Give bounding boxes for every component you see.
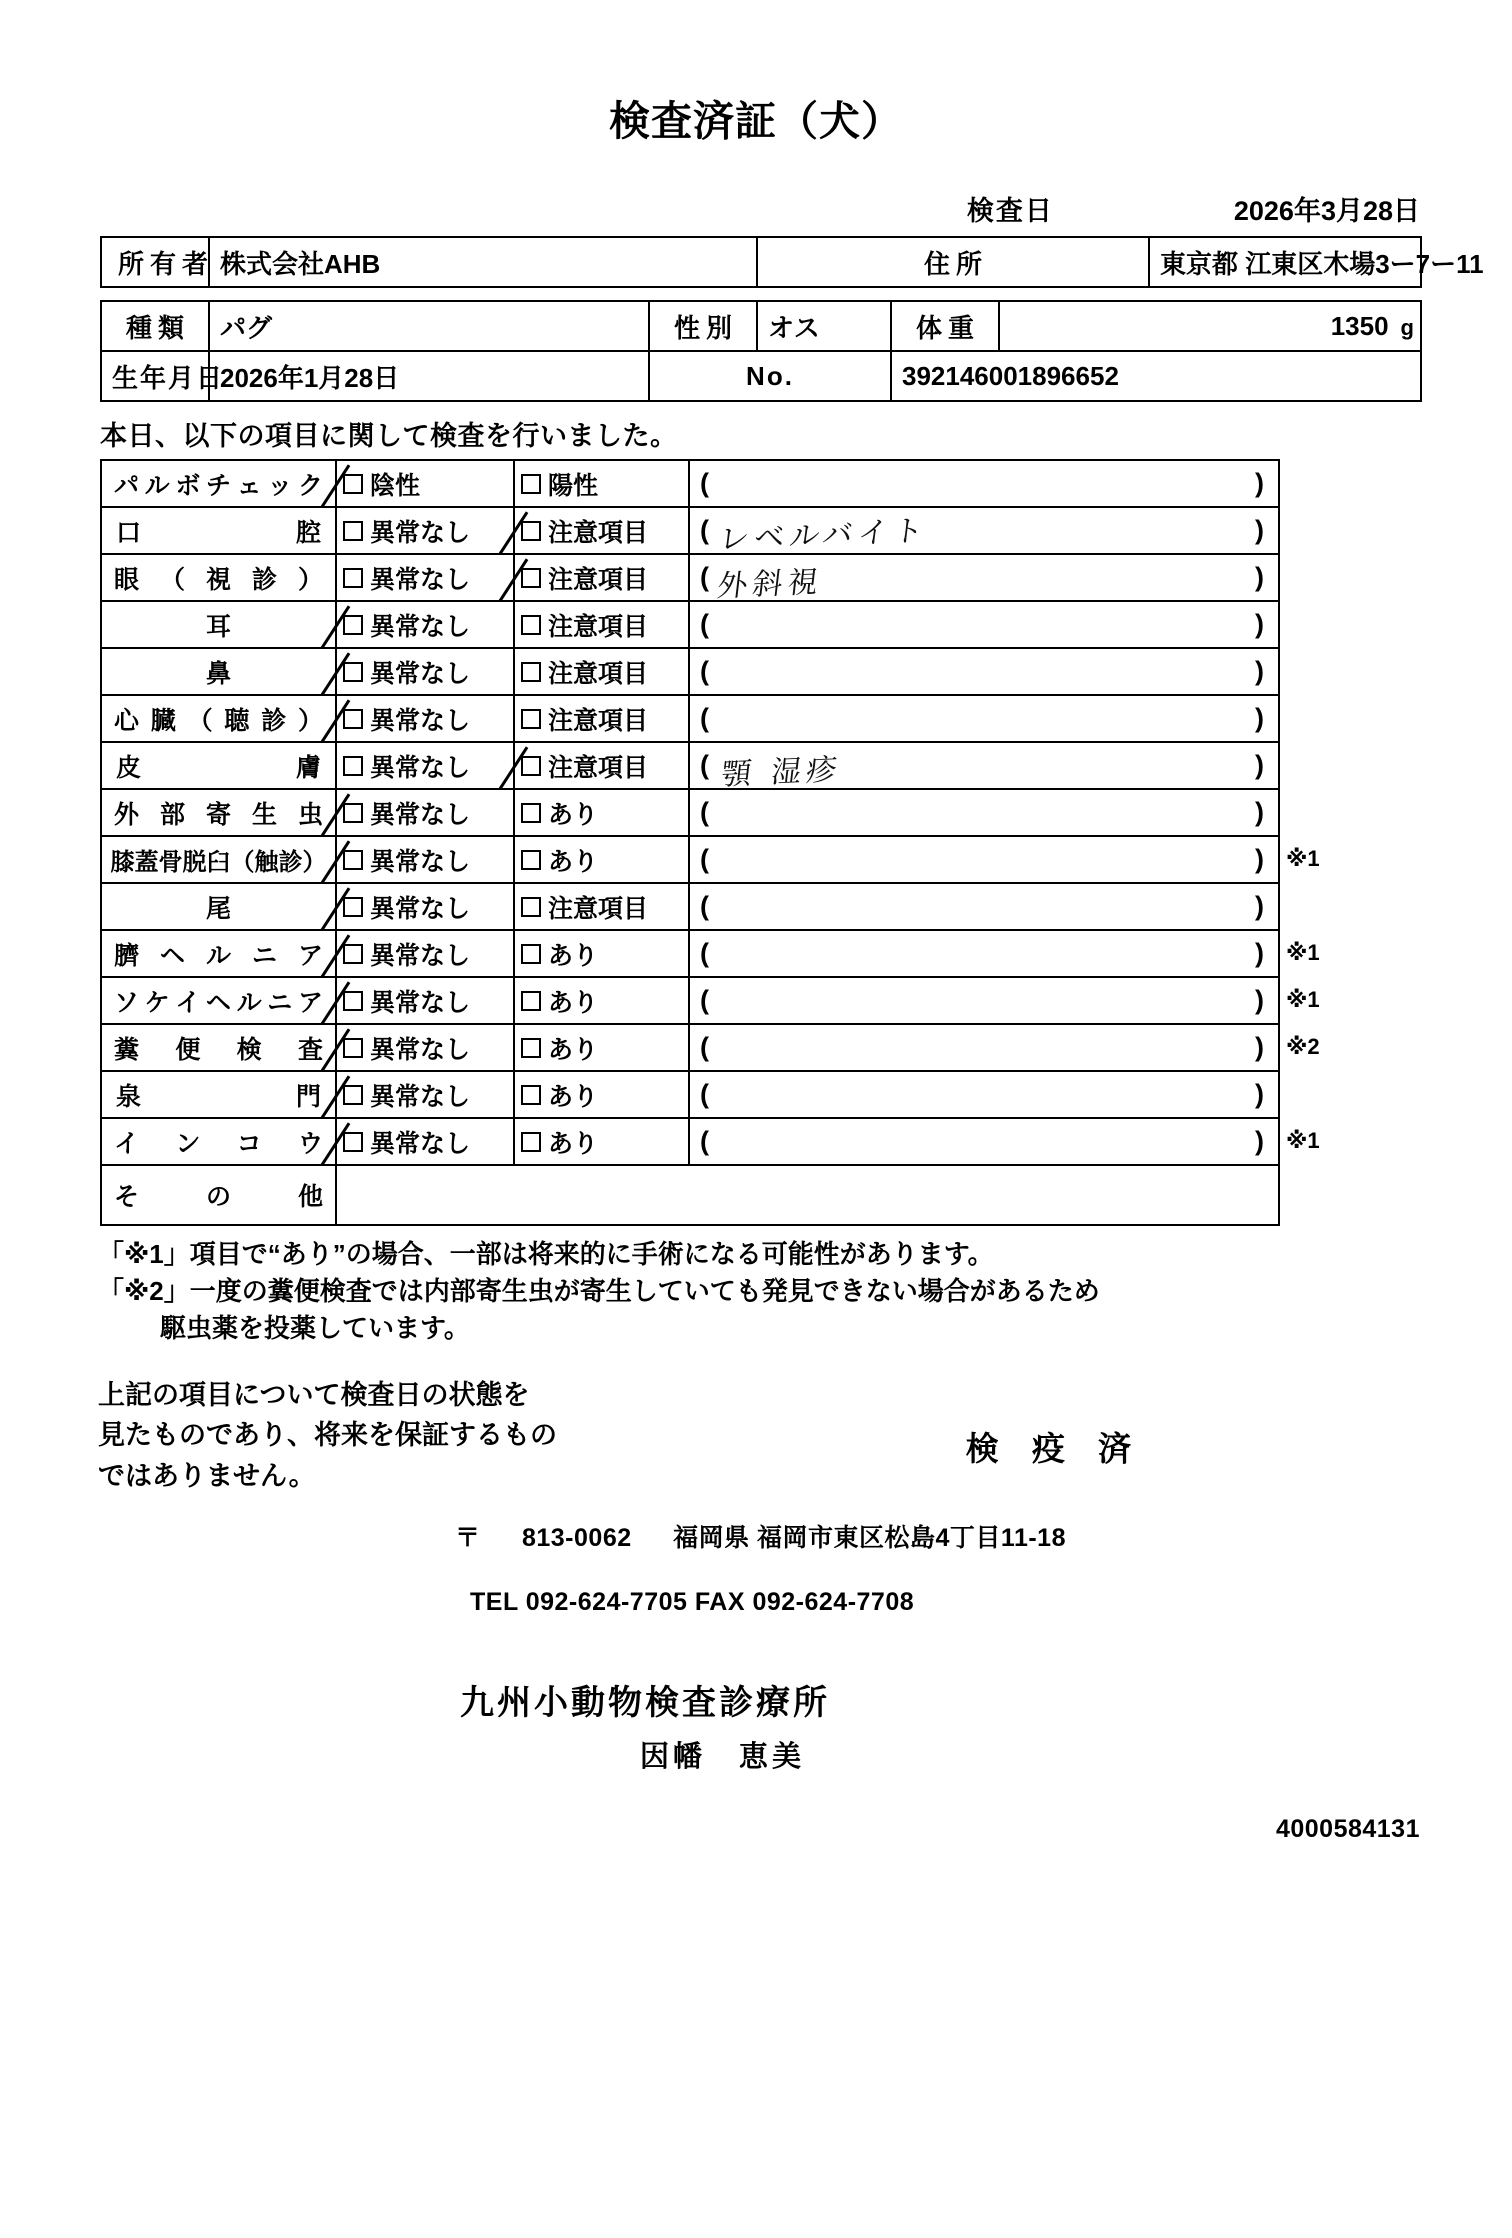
checkbox-option-2[interactable] <box>514 648 689 695</box>
checkbox-label: 異常なし <box>370 706 471 735</box>
paren-close: ) <box>1255 984 1264 1015</box>
checkbox-option-1[interactable] <box>336 648 514 695</box>
checkbox-option-2[interactable] <box>514 507 689 554</box>
paren-close: ) <box>1255 843 1264 874</box>
paren-close: ) <box>1255 1031 1264 1062</box>
checkbox-icon[interactable] <box>343 1038 363 1058</box>
checkbox-label: 注意項目 <box>548 518 649 547</box>
checklist-note-cell[interactable] <box>689 977 1279 1024</box>
sex-value: オス <box>757 301 891 351</box>
owner-value: 株式会社AHB <box>209 237 757 287</box>
checkbox-option-2[interactable] <box>514 836 689 883</box>
checklist-row-label: 皮 膚 <box>101 742 336 789</box>
checkbox-option-1[interactable] <box>336 1071 514 1118</box>
checkbox-option-1[interactable] <box>336 789 514 836</box>
checkbox-icon[interactable] <box>343 568 363 588</box>
checklist-note-cell[interactable] <box>689 836 1279 883</box>
checkbox-icon[interactable] <box>343 709 363 729</box>
checklist-row-label: 鼻 <box>101 648 336 695</box>
postal-mark-icon: 〒 <box>455 1524 481 1553</box>
breed-value: パグ <box>209 301 649 351</box>
checkbox-icon[interactable] <box>343 615 363 635</box>
checklist-row-label: 糞 便 検 査 <box>101 1024 336 1071</box>
fax-label: FAX <box>694 1588 745 1617</box>
clinic-contact <box>470 1588 1512 1617</box>
paren-open: ( <box>700 890 709 921</box>
checklist-row <box>101 507 1279 554</box>
checkbox-label: 異常なし <box>370 800 471 829</box>
paren-open: ( <box>700 984 709 1015</box>
checklist-row <box>101 1071 1279 1118</box>
checklist-row <box>101 883 1279 930</box>
checklist-note-cell[interactable] <box>689 648 1279 695</box>
checkbox-label: 陽性 <box>548 471 599 500</box>
paren-open: ( <box>700 608 709 639</box>
checkbox-icon[interactable] <box>521 615 541 635</box>
tel-value: 092-624-7705 <box>525 1588 688 1617</box>
checklist-row-label: 膝蓋骨脱臼（触診） <box>101 836 336 883</box>
checklist-note-cell[interactable] <box>689 742 1279 793</box>
tel-label: TEL <box>470 1588 519 1617</box>
checklist-row-label: 口 腔 <box>101 507 336 554</box>
checkbox-label: あり <box>548 1129 599 1158</box>
checklist-row-label: 心 臓 （ 聴 診 ） <box>101 695 336 742</box>
checkbox-option-1[interactable] <box>336 1118 514 1165</box>
clinic-postal-address <box>455 1518 1512 1554</box>
owner-info-table <box>100 236 1484 288</box>
checkbox-icon[interactable] <box>343 521 363 541</box>
checkbox-option-2[interactable] <box>514 930 689 977</box>
footnote-marker <box>1286 741 1376 788</box>
table-row-owner <box>101 237 1421 287</box>
intro-text: 本日、以下の項目に関して検査を行いました。 <box>100 421 678 451</box>
checkbox-icon[interactable] <box>521 944 541 964</box>
checkbox-icon[interactable] <box>521 756 541 776</box>
clinic-address: 福岡県 福岡市東区松島4丁目11-18 <box>673 1524 1066 1553</box>
number-label: No. <box>649 351 891 401</box>
paren-open: ( <box>700 1078 709 1109</box>
checkbox-option-1[interactable] <box>336 742 514 789</box>
checkbox-option-1[interactable] <box>336 554 514 601</box>
footnote-marker: ※1 <box>1286 940 1320 965</box>
paren-close: ) <box>1255 514 1264 545</box>
checklist-row-label: 耳 <box>101 601 336 648</box>
birthdate-label: 生年月日 <box>101 351 209 401</box>
checklist-row <box>101 836 1279 883</box>
checklist-row-other <box>101 1165 1279 1225</box>
footnote-marker-column <box>1286 459 1376 1164</box>
checklist-row-label: 外 部 寄 生 虫 <box>101 789 336 836</box>
checkbox-option-2[interactable] <box>514 1071 689 1118</box>
weight-value: 1350 <box>1330 310 1389 341</box>
checklist-row <box>101 601 1279 648</box>
checkbox-icon[interactable] <box>343 803 363 823</box>
checklist-row <box>101 742 1279 789</box>
footnote-2-line1: 「※2」一度の糞便検査では内部寄生虫が寄生していても発見できない場合があるため <box>98 1275 1100 1306</box>
footnote-marker <box>1286 1070 1376 1117</box>
footnote-marker <box>1286 647 1376 694</box>
checklist-row <box>101 554 1279 601</box>
checkbox-icon[interactable] <box>521 709 541 729</box>
checkbox-option-1[interactable] <box>336 977 514 1024</box>
paren-open: ( <box>700 1031 709 1062</box>
paren-open: ( <box>700 796 709 827</box>
checkbox-label: 異常なし <box>370 612 471 641</box>
checkbox-option-2[interactable] <box>514 460 689 507</box>
breed-label: 種類 <box>101 301 209 351</box>
checkbox-label: あり <box>548 941 599 970</box>
checkbox-icon[interactable] <box>343 991 363 1011</box>
checkbox-icon[interactable] <box>343 944 363 964</box>
paren-close: ) <box>1255 749 1264 780</box>
checkbox-label: 異常なし <box>370 1035 471 1064</box>
postal-code: 813-0062 <box>521 1524 632 1553</box>
checkbox-icon[interactable] <box>521 991 541 1011</box>
footnote-marker: ※1 <box>1286 846 1320 871</box>
inspection-date-label: 検査日 <box>966 196 1054 226</box>
footnote-marker: ※2 <box>1286 1034 1320 1059</box>
checkbox-icon[interactable] <box>521 850 541 870</box>
paren-open: ( <box>700 749 709 780</box>
footnote-2-line2: 駆虫薬を投薬しています。 <box>160 1312 470 1343</box>
checkbox-option-2[interactable] <box>514 1024 689 1071</box>
disclaimer-text <box>98 1375 718 1497</box>
checkbox-label: 異常なし <box>370 659 471 688</box>
checkbox-label: 異常なし <box>370 847 471 876</box>
weight-unit: g <box>1400 314 1414 340</box>
document-number: 4000584131 <box>1275 1815 1420 1844</box>
footnote-marker <box>1286 553 1376 600</box>
checklist-row-label: 尾 <box>101 883 336 930</box>
checkbox-option-2[interactable] <box>514 742 689 789</box>
checkbox-icon[interactable] <box>343 1132 363 1152</box>
footnote-marker <box>1286 694 1376 741</box>
paren-open: ( <box>700 655 709 686</box>
disclaimer-line-1: 上記の項目について検査日の状態を <box>98 1379 530 1410</box>
checkbox-option-2[interactable] <box>514 601 689 648</box>
footnote-marker: ※1 <box>1286 987 1320 1012</box>
checkbox-label: 異常なし <box>370 518 471 547</box>
checklist-note-cell[interactable] <box>689 789 1279 836</box>
handwritten-note: レベルバイト <box>716 512 931 558</box>
checkbox-icon[interactable] <box>343 756 363 776</box>
paren-close: ) <box>1255 608 1264 639</box>
weight-label: 体重 <box>891 301 999 351</box>
footnote-1: 「※1」項目で“あり”の場合、一部は将来的に手術になる可能性があります。 <box>98 1239 994 1269</box>
paren-open: ( <box>700 702 709 733</box>
checklist-row-label: 泉 門 <box>101 1071 336 1118</box>
footnote-marker <box>1286 506 1376 553</box>
checkbox-icon[interactable] <box>521 568 541 588</box>
checkbox-option-2[interactable] <box>514 977 689 1024</box>
checkbox-label: 異常なし <box>370 1129 471 1158</box>
disclaimer-block <box>98 1375 1418 1497</box>
checklist-row-label: 眼 （ 視 診 ） <box>101 554 336 601</box>
other-value[interactable] <box>336 1165 1279 1225</box>
checkbox-label: 異常なし <box>370 894 471 923</box>
checklist-row-label: ソ ケ イ ヘ ル ニ ア <box>101 977 336 1024</box>
checklist-row-label: イ ン コ ウ <box>101 1118 336 1165</box>
checklist-row <box>101 648 1279 695</box>
paren-close: ) <box>1255 796 1264 827</box>
certificate-page <box>0 88 1512 2238</box>
footnote-marker <box>1286 788 1376 835</box>
disclaimer-line-2: 見たものであり、将来を保証するもの <box>98 1420 557 1451</box>
checklist-row-label: パ ル ボ チ ェ ッ ク <box>101 460 336 507</box>
checkbox-label: あり <box>548 847 599 876</box>
checklist-note-cell[interactable] <box>689 507 1279 558</box>
checkbox-icon[interactable] <box>343 474 363 494</box>
checkbox-label: 異常なし <box>370 988 471 1017</box>
footnote-marker <box>1286 600 1376 647</box>
checkbox-label: あり <box>548 1035 599 1064</box>
checkbox-label: 注意項目 <box>548 565 649 594</box>
birthdate-value: 2026年1月28日 <box>209 351 649 401</box>
checkbox-icon[interactable] <box>521 1132 541 1152</box>
paren-open: ( <box>700 467 709 498</box>
checklist-row <box>101 460 1279 507</box>
checkbox-label: 異常なし <box>370 1082 471 1111</box>
checklist-wrapper <box>100 459 1320 1226</box>
checkbox-icon[interactable] <box>521 803 541 823</box>
checkbox-icon[interactable] <box>521 474 541 494</box>
paren-open: ( <box>700 1125 709 1156</box>
other-label: そ の 他 <box>101 1165 336 1225</box>
checkbox-icon[interactable] <box>343 1085 363 1105</box>
paren-open: ( <box>700 843 709 874</box>
checklist-note-cell[interactable] <box>689 460 1279 507</box>
checkbox-option-1[interactable] <box>336 930 514 977</box>
paren-close: ) <box>1255 1125 1264 1156</box>
paren-open: ( <box>700 514 709 545</box>
checklist-row <box>101 695 1279 742</box>
disclaimer-line-3: ではありません。 <box>98 1460 316 1491</box>
sex-label: 性別 <box>649 301 757 351</box>
checklist-note-cell[interactable] <box>689 601 1279 648</box>
owner-label: 所有者 <box>101 237 209 287</box>
animal-info-table <box>100 300 1422 402</box>
address-value: 東京都 江東区木場3ー7ー11 <box>1149 237 1421 287</box>
checkbox-icon[interactable] <box>343 662 363 682</box>
checklist-row <box>101 930 1279 977</box>
checkbox-icon[interactable] <box>521 1085 541 1105</box>
checkbox-label: あり <box>548 1082 599 1111</box>
checkbox-label: あり <box>548 800 599 829</box>
checkbox-label: 陰性 <box>370 471 421 500</box>
checkbox-option-2[interactable] <box>514 1118 689 1165</box>
inspection-date-value: 2026年3月28日 <box>1233 196 1420 226</box>
paren-close: ) <box>1255 467 1264 498</box>
paren-close: ) <box>1255 561 1264 592</box>
handwritten-note: 顎 湿疹 <box>719 751 844 793</box>
paren-close: ) <box>1255 702 1264 733</box>
checklist-row <box>101 789 1279 836</box>
paren-open: ( <box>700 561 709 592</box>
checklist-note-cell[interactable] <box>689 1118 1279 1165</box>
checkbox-option-2[interactable] <box>514 789 689 836</box>
checkbox-label: 異常なし <box>370 753 471 782</box>
checkbox-label: 注意項目 <box>548 706 649 735</box>
checklist-row <box>101 977 1279 1024</box>
paren-open: ( <box>700 937 709 968</box>
checkbox-label: 異常なし <box>370 941 471 970</box>
checkbox-icon[interactable] <box>521 662 541 682</box>
footnote-marker <box>1286 882 1376 929</box>
checkbox-option-1[interactable] <box>336 695 514 742</box>
checklist-note-cell[interactable] <box>689 1024 1279 1071</box>
checkbox-icon[interactable] <box>521 897 541 917</box>
checklist-note-cell[interactable] <box>689 554 1279 604</box>
checklist-note-cell[interactable] <box>689 1071 1279 1118</box>
checkbox-label: 注意項目 <box>548 612 649 641</box>
checkbox-label: あり <box>548 988 599 1017</box>
checkbox-icon[interactable] <box>521 1038 541 1058</box>
paren-close: ) <box>1255 1078 1264 1109</box>
table-row-birthdate <box>101 351 1421 401</box>
checkbox-option-1[interactable] <box>336 601 514 648</box>
footnote-marker <box>1286 459 1376 506</box>
inspection-date-row <box>0 189 1420 228</box>
number-value: 392146001896652 <box>891 351 1421 401</box>
checkbox-option-1[interactable] <box>336 883 514 930</box>
clinic-name: 九州小動物検査診療所 <box>460 1684 830 1723</box>
checkbox-icon[interactable] <box>521 521 541 541</box>
fax-value: 092-624-7708 <box>752 1588 915 1617</box>
checklist-note-cell[interactable] <box>689 695 1279 742</box>
table-row-breed <box>101 301 1421 351</box>
footnote-marker: ※1 <box>1286 1128 1320 1153</box>
handwritten-note: 外斜視 <box>715 564 825 604</box>
checkbox-label: 注意項目 <box>548 894 649 923</box>
checkbox-label: 注意項目 <box>548 753 649 782</box>
checkbox-option-1[interactable] <box>336 1024 514 1071</box>
paren-close: ) <box>1255 890 1264 921</box>
checkbox-option-2[interactable] <box>514 695 689 742</box>
checklist-row <box>101 1024 1279 1071</box>
paren-close: ) <box>1255 937 1264 968</box>
checkbox-label: 注意項目 <box>548 659 649 688</box>
footnotes <box>98 1236 1512 1347</box>
checkbox-option-2[interactable] <box>514 883 689 930</box>
veterinarian-name: 因幡 恵美 <box>640 1741 806 1774</box>
weight-cell <box>999 301 1421 351</box>
checkbox-icon[interactable] <box>343 850 363 870</box>
address-label: 住所 <box>757 237 1149 287</box>
checkbox-label: 異常なし <box>370 565 471 594</box>
checkbox-option-2[interactable] <box>514 554 689 601</box>
checkbox-icon[interactable] <box>343 897 363 917</box>
quarantine-stamp: 検 疫 済 <box>965 1429 1143 1467</box>
checklist-note-cell[interactable] <box>689 883 1279 930</box>
checklist-table <box>100 459 1280 1226</box>
page-title: 検査済証（犬） <box>609 98 903 144</box>
checklist-row-label: 臍 ヘ ル ニ ア <box>101 930 336 977</box>
checkbox-option-1[interactable] <box>336 836 514 883</box>
paren-close: ) <box>1255 655 1264 686</box>
checkbox-option-1[interactable] <box>336 460 514 507</box>
checkbox-option-1[interactable] <box>336 507 514 554</box>
checklist-note-cell[interactable] <box>689 930 1279 977</box>
checklist-row <box>101 1118 1279 1165</box>
